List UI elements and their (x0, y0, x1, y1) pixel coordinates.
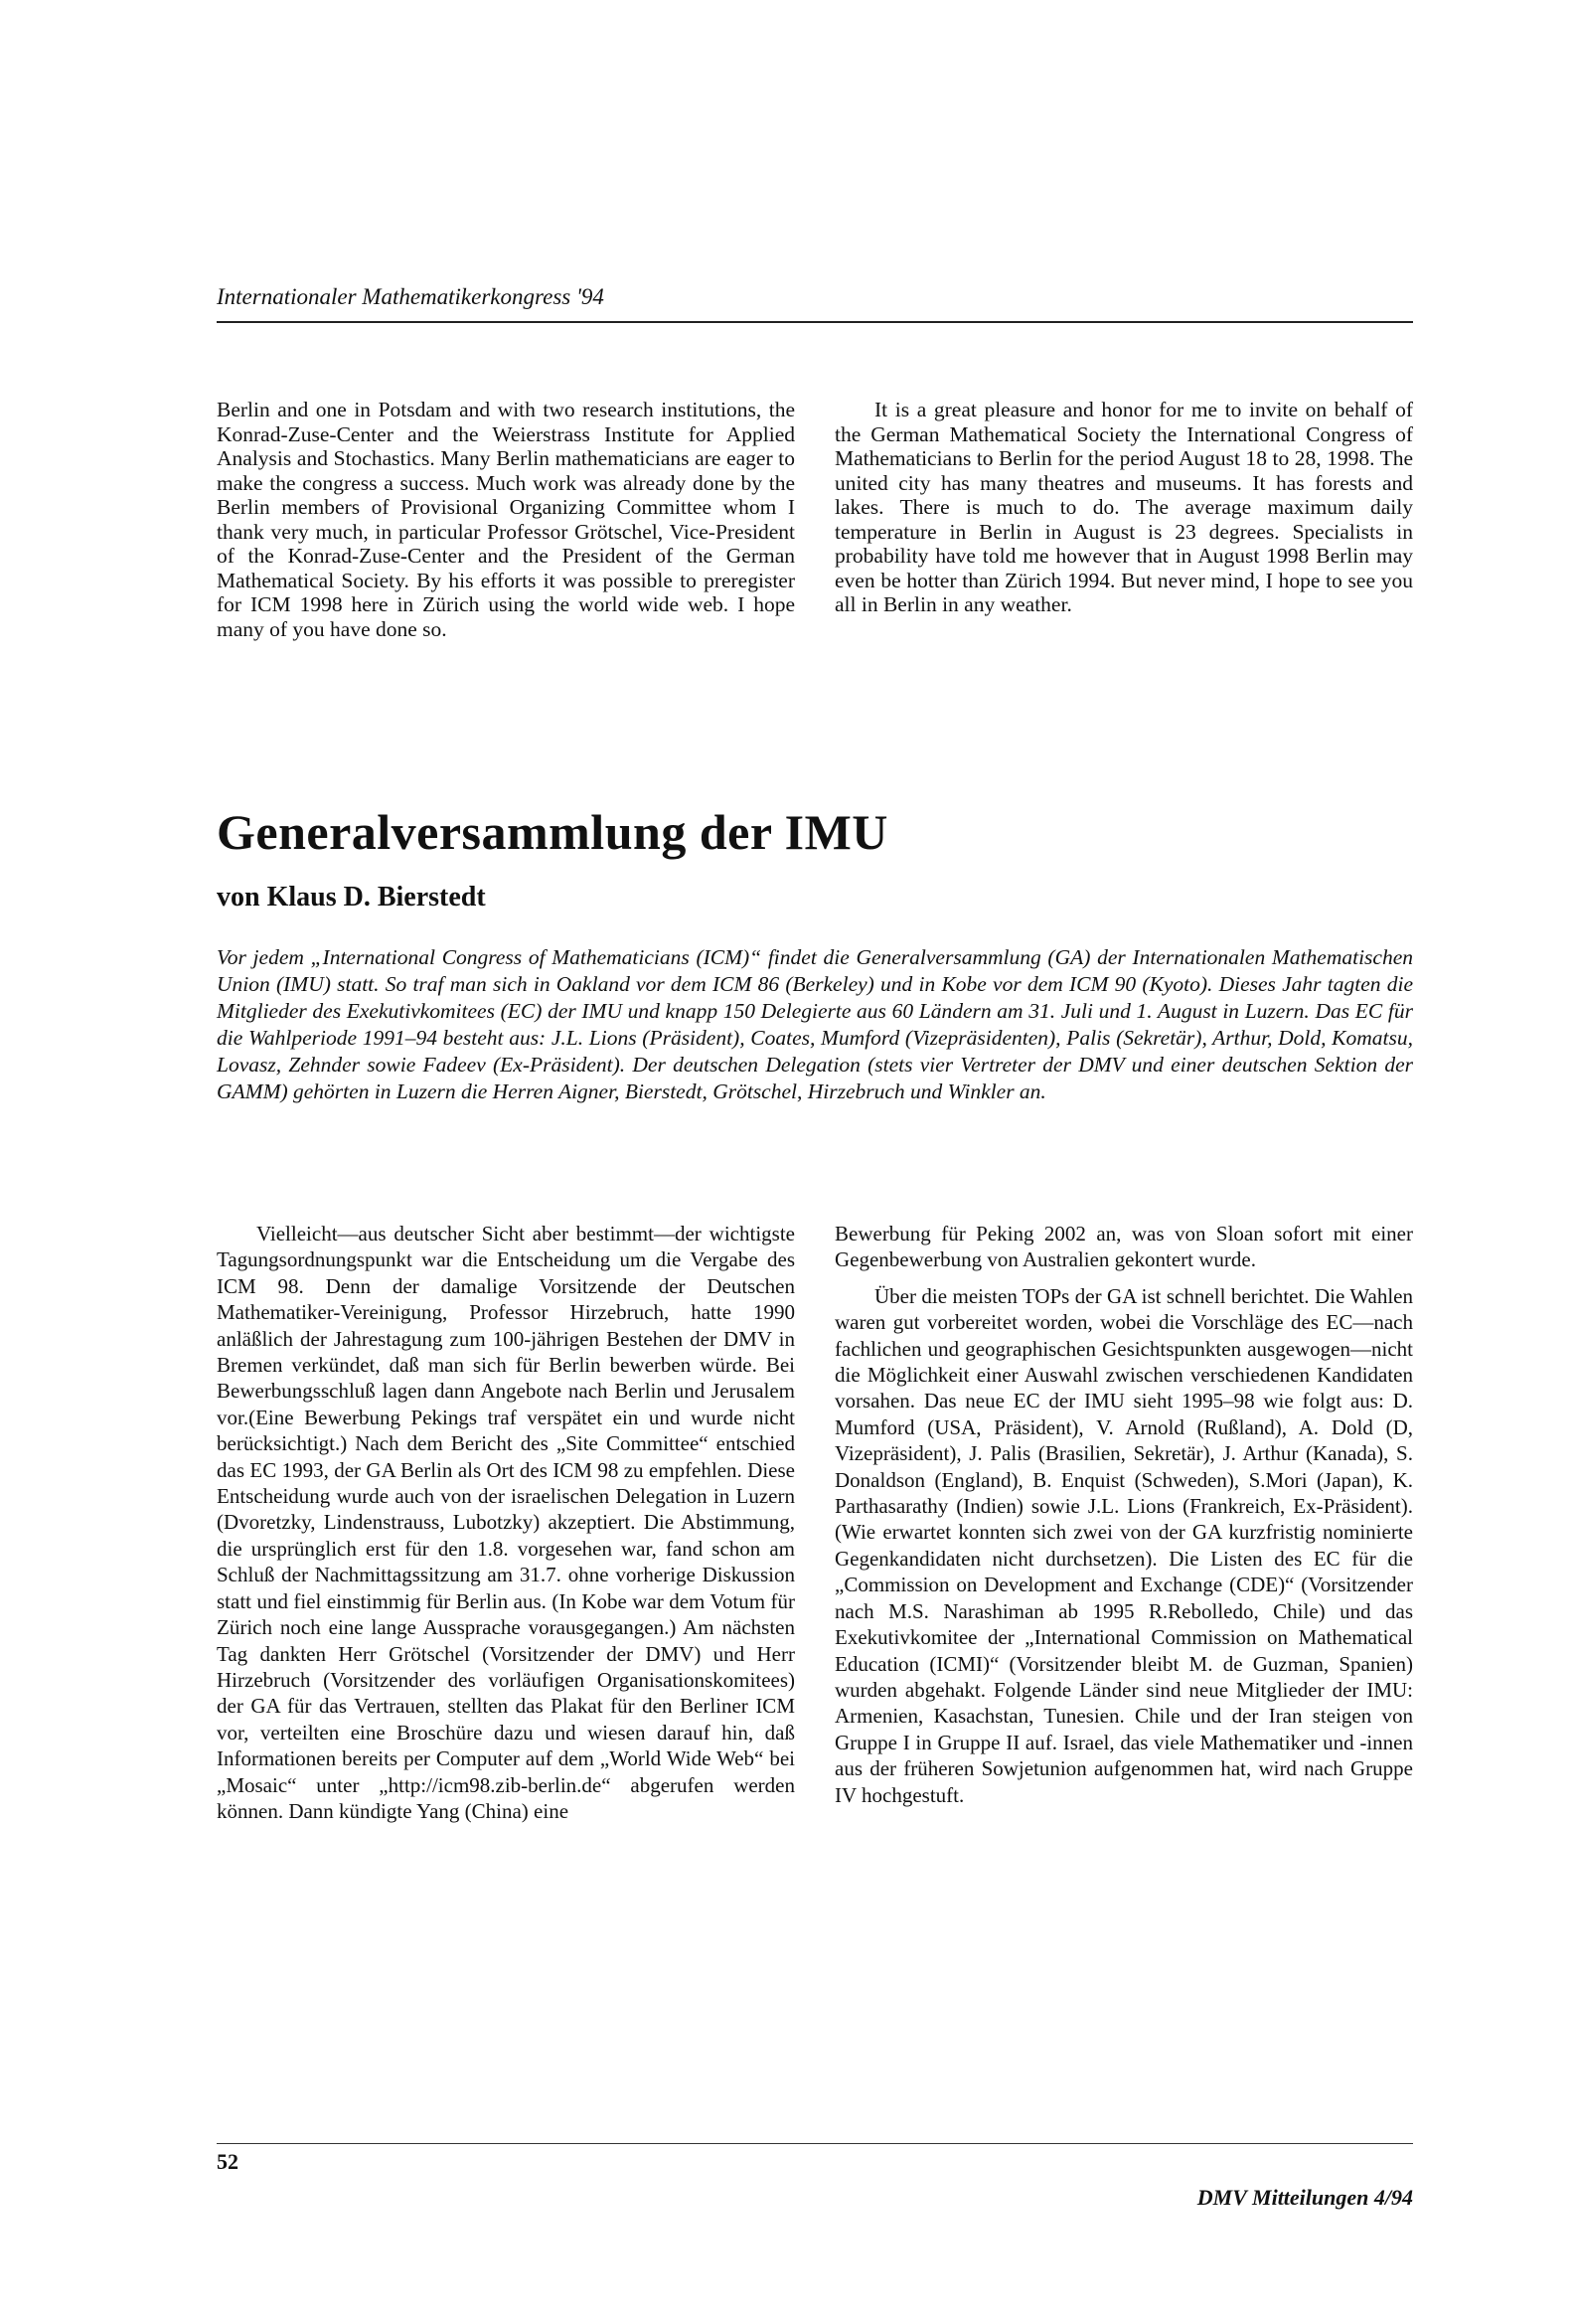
page-number: 52 (217, 2149, 238, 2174)
article-right-column (835, 1221, 1413, 1818)
running-header: Internationaler Mathematikerkongress '94 (217, 284, 604, 309)
article-title: Generalversammlung der IMU (217, 804, 888, 860)
article-author: von Klaus D. Bierstedt (217, 882, 486, 913)
article-right-paragraph-2: Über die meisten TOPs der GA ist schnell berichtet. Die Wahlen waren gut vorbereitet worden, wobei die Vorschläge des EC—nach fachlichen und geographischen Gesichtspunkten ausgewogen—nicht die Möglichkeit einer Auswahl zwischen verschiedenen Kandidaten vorsahen. Das neue EC der IMU sieht 1995–98 wie folgt aus: D. Mumford (USA, Präsident), V. Arnold (Rußland), A. Dold (D, Vizepräsident), J. Palis (Brasilien, Sekretär), J. Arthur (Kanada), S. Donaldson (England), B. Enquist (Schweden), S.Mori (Japan), K. Parthasarathy (Indien) sowie J.L. Lions (Frankreich, Ex-Präsident). (Wie erwartet konnten sich zwei von der GA kurzfristig nominierte Gegenkandidaten nicht durchsetzen). Die Listen des EC für die „Commission on Development and Exchange (CDE)“ (Vorsitzender nach M.S. Narashiman ab 1995 R.Rebolledo, Chile) und das Exekutivkomitee der „International Commission on Mathematical Education (ICMI)“ (Vorsitzender bleibt M. de Guzman, Spanien) wurden abgehakt. Folgende Länder sind neue Mitglieder der IMU: Armenien, Kasachstan, Tunesien. Chile und der Iran steigen von Gruppe I in Gruppe II auf. Israel, das viele Mathematiker und -innen aus der früheren Sowjetunion aufgenommen hat, wird nach Gruppe IV hochgestuft. (835, 1283, 1413, 1807)
article-left-column (217, 1221, 795, 1834)
article-left-paragraph: Vielleicht—aus deutscher Sicht aber bestimmt—der wichtigste Tagungsordnungspunkt war die Entscheidung um die Vergabe des ICM 98. Denn der damalige Vorsitzende der Deutschen Mathematiker-Vereinigung, Professor Hirzebruch, hatte 1990 anläßlich der Jahrestagung zum 100-jährigen Bestehen der DMV in Bremen verkündet, daß man sich für Berlin bewerben würde. Bei Bewerbungsschluß lagen dann Angebote nach Berlin und Jerusalem vor.(Eine Bewerbung Pekings traf verspätet ein und wurde nicht berücksichtigt.) Nach dem Bericht des „Site Committee“ entschied das EC 1993, der GA Berlin als Ort des ICM 98 zu empfehlen. Diese Entscheidung wurde auch von der israelischen Delegation in Luzern (Dvoretzky, Lindenstrauss, Lubotzky) akzeptiert. Die Abstimmung, die ursprünglich erst für den 1.8. vorgesehen war, fand schon am Schluß der Nachmittagssitzung am 31.7. ohne vorherige Diskussion statt und fiel einstimmig für Berlin aus. (In Kobe war dem Votum für Zürich noch eine lange Aussprache vorausgegangen.) Am nächsten Tag dankten Herr Grötschel (Vorsitzender der DMV) und Herr Hirzebruch (Vorsitzender des vorläufigen Organisationskomitees) der GA für das Vertrauen, stellten das Plakat für den Berliner ICM vor, verteilten eine Broschüre dazu und wiesen darauf hin, daß Informationen bereits per Computer auf dem „World Wide Web“ bei „Mosaic“ unter „http://icm98.zib-berlin.de“ abgerufen werden können. Dann kündigte Yang (China) eine (217, 1222, 795, 1823)
intro-left-paragraph: Berlin and one in Potsdam and with two research institutions, the Konrad-Zuse-Center and the Weierstrass Institute for Applied Analysis and Stochastics. Many Berlin mathematicians are eager to make the congress a success. Much work was already done by the Berlin members of Provisional Organizing Committee whom I thank very much, in particular Professor Grötschel, Vice-President of the Konrad-Zuse-Center and the President of the German Mathematical Society. By his efforts it was possible to preregister for ICM 1998 here in Zürich using the world wide web. I hope many of you have done so. (217, 398, 795, 641)
intro-right-paragraph: It is a great pleasure and honor for me to invite on behalf of the German Mathematical Society the International Congress of Mathematicians to Berlin for the period August 18 to 28, 1998. The united city has many theatres and museums. It has forests and lakes. There is much to do. The average maximum daily temperature in Berlin in August is 23 degrees. Specialists in probability have told me however that in August 1998 Berlin may even be hotter than Zürich 1994. But never mind, I hope to see you all in Berlin in any weather. (835, 398, 1413, 616)
article-abstract: Vor jedem „International Congress of Mathematicians (ICM)“ findet die Generalversammlung (GA) der Internationalen Mathematischen Union (IMU) statt. So traf man sich in Oakland vor dem ICM 86 (Berkeley) und in Kobe vor dem ICM 90 (Kyoto). Dieses Jahr tagten die Mitglieder des Exekutivkomitees (EC) der IMU und knapp 150 Delegierte aus 60 Ländern am 31. Juli und 1. August in Luzern. Das EC für die Wahlperiode 1991–94 besteht aus: J.L. Lions (Präsident), Coates, Mumford (Vizepräsidenten), Palis (Sekretär), Arthur, Dold, Komatsu, Lovasz, Zehnder sowie Fadeev (Ex-Präsident). Der deutschen Delegation (stets vier Vertreter der DMV und einer deutschen Sektion der GAMM) gehörten in Luzern die Herren Aigner, Bierstedt, Grötschel, Hirzebruch und Winkler an. (217, 945, 1413, 1103)
intro-left-column (217, 398, 795, 651)
header-divider (217, 321, 1413, 323)
journal-name: DMV Mitteilungen 4/94 (1196, 2185, 1413, 2210)
footer-divider (217, 2143, 1413, 2144)
article-right-paragraph-1: Bewerbung für Peking 2002 an, was von Sloan sofort mit einer Gegenbewerbung von Australien gekontert wurde. (835, 1222, 1413, 1272)
intro-right-column (835, 398, 1413, 627)
